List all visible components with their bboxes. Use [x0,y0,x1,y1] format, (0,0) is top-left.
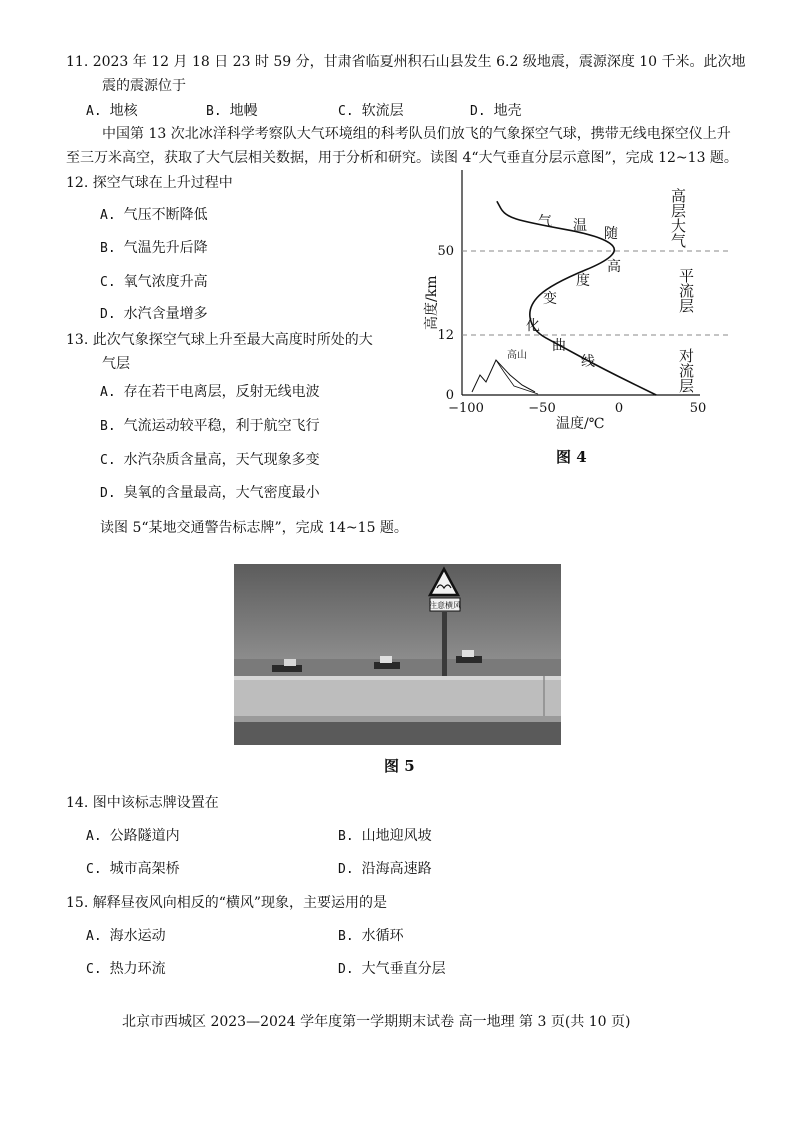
figure5-caption: 图 5 [384,757,415,775]
q14-option-c: C. 城市高架桥 [86,861,180,877]
q15-option-b: B. 水循环 [338,928,404,944]
q15-option-a: A. 海水运动 [86,928,166,944]
q15-option-d: D. 大气垂直分层 [338,961,446,977]
intro-12-13-line1: 中国第 13 次北冰洋科学考察队大气环境组的科考队员们放飞的气象探空气球，携带无线电探空仪上升 [102,126,731,142]
curve-label-char: 温 [573,218,587,234]
q14-stem: 14. 图中该标志牌设置在 [66,795,219,811]
q15-stem: 15. 解释昼夜风向相反的“横风”现象，主要运用的是 [66,895,388,911]
mountain-slope [496,360,538,394]
q14-option-d: D. 沿海高速路 [338,861,432,877]
x-axis-label: 温度/℃ [556,416,605,432]
sky [234,564,561,659]
q11-option-a: A. 地核 [86,103,138,119]
q13-stem-line2: 气层 [102,356,130,372]
figure4-caption: 图 4 [556,448,587,466]
y-axis-label: 高度/km [424,275,440,330]
q13-option-a: A. 存在若干电离层，反射无线电波 [100,384,320,400]
concrete-barrier [234,676,561,716]
q11-option-b: B. 地幔 [206,103,258,119]
sign-text: 注意横风 [429,601,461,610]
figure5-photo [234,564,561,745]
q12-option-b: B. 气温先升后降 [100,240,208,256]
y-tick-50: 50 [437,244,454,259]
x-tick-neg100: −100 [448,401,484,416]
curve-label-char: 度 [576,273,590,289]
q13-stem-line1: 13. 此次气象探空气球上升至最大高度时所处的大 [66,332,373,348]
figure4-chart [410,160,740,435]
q14-option-b: B. 山地迎风坡 [338,828,432,844]
curve-label-char: 高 [607,259,621,275]
curve-label-char: 气 [538,214,552,230]
q13-option-b: B. 气流运动较平稳，利于航空飞行 [100,418,320,434]
q13-option-d: D. 臭氧的含量最高，大气密度最小 [100,485,320,501]
layer-stratosphere: 平流层 [677,268,695,313]
layer-troposphere: 对流层 [677,348,695,393]
x-tick-0: 0 [614,401,624,416]
curve-label-char: 曲 [552,338,566,354]
sign-pole [442,612,447,682]
mountain-label: 高山 [507,350,527,361]
q11-stem-line2: 震的震源位于 [102,78,186,94]
x-tick-50: 50 [689,401,707,416]
road-surface [234,722,561,745]
curve-label-char: 随 [604,226,618,242]
q11-stem-line1: 11. 2023 年 12 月 18 日 23 时 59 分，甘肃省临夏州积石山县发生 6.2 级地震，震源深度 10 千米。此次地 [66,54,746,70]
curve-label-char: 变 [543,291,557,307]
layer-upper-atmosphere: 高层大气 [669,188,687,248]
q12-option-d: D. 水汽含量增多 [100,306,208,322]
q12-option-a: A. 气压不断降低 [100,207,208,223]
q12-option-c: C. 氧气浓度升高 [100,274,208,290]
curve-label-char: 化 [526,318,540,334]
x-tick-neg50: −50 [528,401,556,416]
y-tick-12: 12 [437,328,454,343]
q11-option-c: C. 软流层 [338,103,404,119]
q11-option-d: D. 地壳 [470,103,522,119]
intro-14-15: 读图 5“某地交通警告标志牌”，完成 14~15 题。 [100,520,408,536]
curve-label-char: 线 [581,354,595,370]
barrier-base [234,716,561,722]
page-footer: 北京市西城区 2023—2024 学年度第一学期期末试卷 高一地理 第 3 页(共 10 页) [122,1014,631,1030]
q15-option-c: C. 热力环流 [86,961,166,977]
q14-option-a: A. 公路隧道内 [86,828,180,844]
y-tick-0: 0 [445,388,454,403]
q13-option-c: C. 水汽杂质含量高，天气现象多变 [100,452,320,468]
intro-12-13-line2: 至三万米高空，获取了大气层相关数据，用于分析和研究。读图 4“大气垂直分层示意图”，完成 12~13 题。 [66,150,738,166]
mountain-shape [472,360,535,392]
q12-stem: 12. 探空气球在上升过程中 [66,175,233,191]
